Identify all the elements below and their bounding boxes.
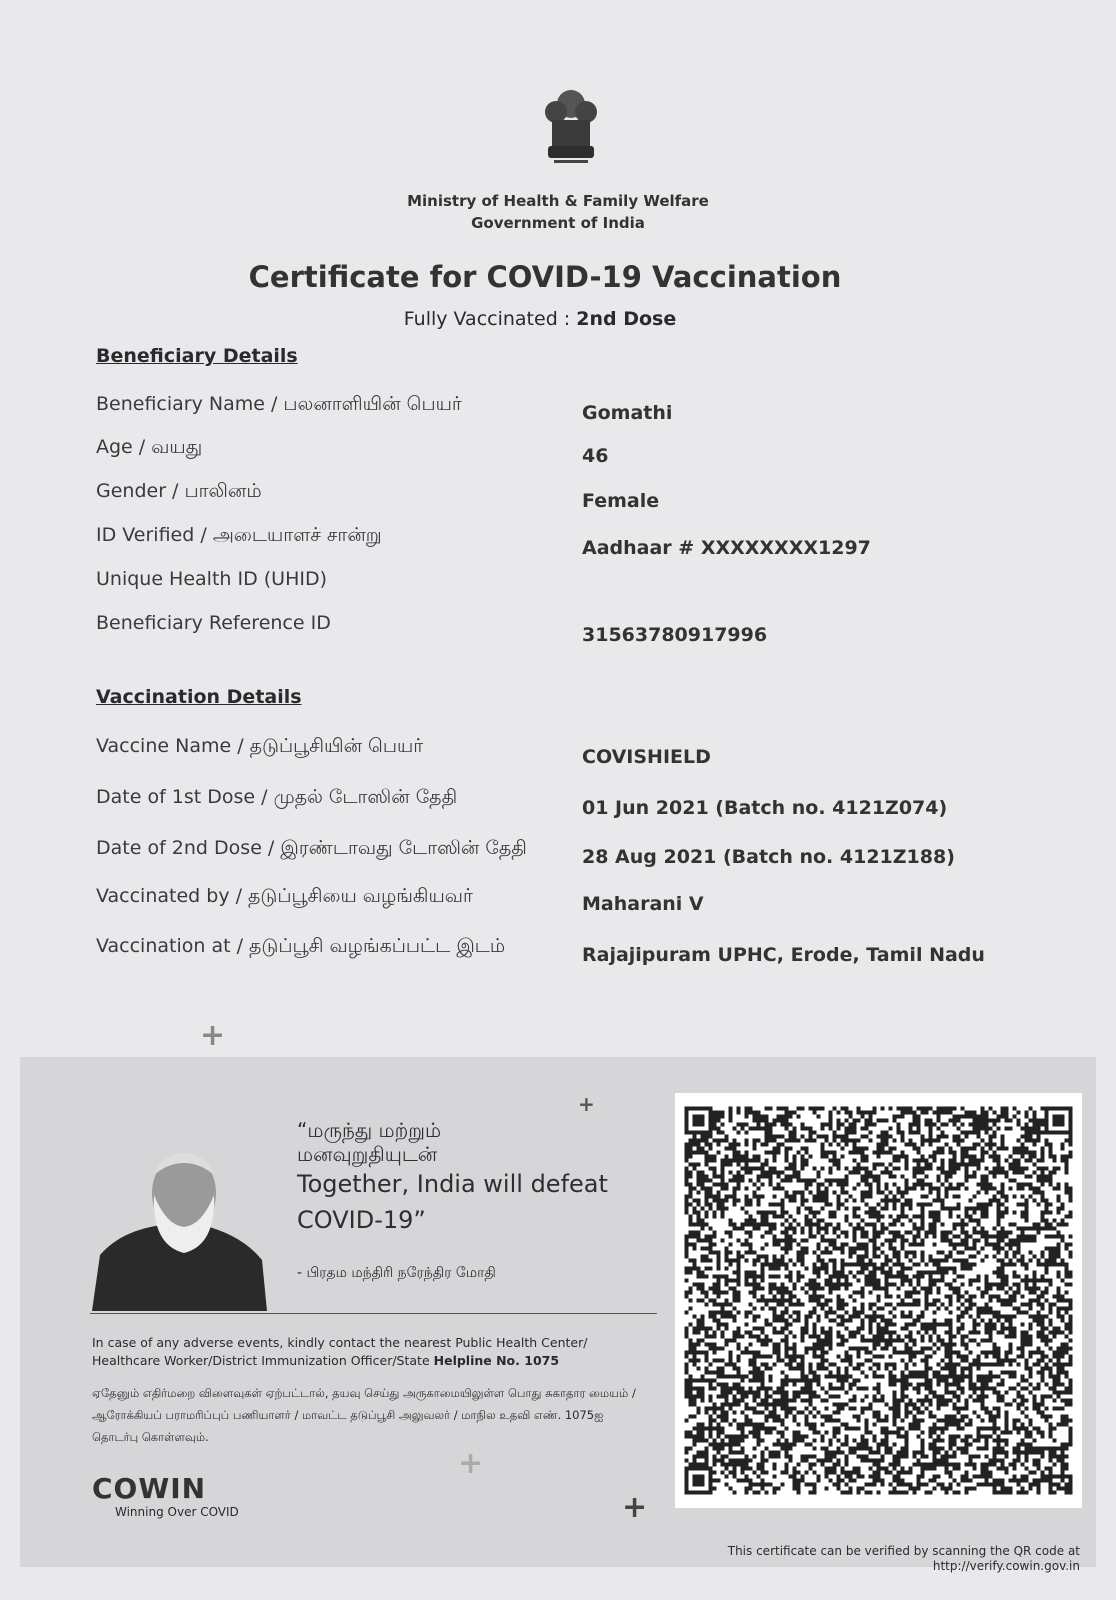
status-prefix: Fully Vaccinated : (403, 308, 577, 330)
national-emblem-icon (540, 82, 602, 182)
certificate-title: Certificate for COVID-19 Vaccination (248, 260, 842, 294)
value-beneficiary-name: Gomathi (582, 402, 673, 424)
vaccination-status (0, 308, 1080, 330)
plus-decoration-icon: + (578, 1092, 595, 1116)
plus-decoration-icon: + (200, 1018, 226, 1053)
qr-finder-pattern (693, 1475, 705, 1487)
value-gender: Female (582, 490, 660, 512)
helpline-number: Helpline No. 1075 (433, 1353, 560, 1368)
cowin-logo: COWIN (92, 1472, 207, 1505)
qr-finder-pattern (1053, 1115, 1065, 1127)
ministry-name: Ministry of Health & Family Welfare (407, 192, 709, 210)
quote-author: - பிரதம மந்திரி நரேந்திர மோதி (297, 1265, 496, 1281)
value-dose2-date: 28 Aug 2021 (Batch no. 4121Z188) (582, 846, 955, 868)
pm-quote (297, 1118, 617, 1238)
label-dose1-date: Date of 1st Dose / முதல் டோஸின் தேதி (96, 786, 458, 808)
adverse-events-notice (92, 1334, 652, 1370)
label-gender: Gender / பாலினம் (96, 480, 262, 502)
adverse-text: In case of any adverse events, kindly contact the nearest Public Health Center/ Healthcare Worker/District Immunization Officer/State (92, 1335, 588, 1368)
value-dose1-date: 01 Jun 2021 (Batch no. 4121Z074) (582, 797, 948, 819)
qr-modules (685, 1107, 1073, 1495)
value-vaccine-name: COVISHIELD (582, 746, 711, 768)
label-vaccinated-by: Vaccinated by / தடுப்பூசியை வழங்கியவர் (96, 885, 473, 907)
value-vaccination-at: Rajajipuram UPHC, Erode, Tamil Nadu (582, 944, 985, 966)
label-vaccination-at: Vaccination at / தடுப்பூசி வழங்கப்பட்ட இடம் (96, 935, 506, 957)
value-age: 46 (582, 445, 609, 467)
divider (90, 1313, 657, 1314)
verify-url: http://verify.cowin.gov.in (932, 1559, 1080, 1573)
quote-tamil: “மருந்து மற்றும் மனவுறுதியுடன் (297, 1118, 442, 1166)
status-dose: 2nd Dose (576, 308, 677, 330)
ministry-heading (0, 190, 1116, 234)
beneficiary-details-heading: Beneficiary Details (96, 345, 298, 367)
label-dose2-date: Date of 2nd Dose / இரண்டாவது டோஸின் தேதி (96, 837, 527, 859)
verify-text: This certificate can be verified by scanning the QR code at (727, 1544, 1080, 1558)
prime-minister-portrait (92, 1135, 267, 1311)
qr-finder-pattern (693, 1115, 705, 1127)
qr-code-box (675, 1093, 1082, 1508)
label-vaccine-name: Vaccine Name / தடுப்பூசியின் பெயர் (96, 735, 424, 757)
value-reference-id: 31563780917996 (582, 624, 768, 646)
vaccination-details-heading: Vaccination Details (96, 686, 302, 708)
label-age: Age / வயது (96, 436, 203, 458)
government-name: Government of India (471, 214, 645, 232)
plus-decoration-icon: + (458, 1446, 484, 1481)
cowin-tagline: Winning Over COVID (115, 1505, 239, 1519)
quote-english: Together, India will defeat COVID-19” (297, 1170, 608, 1234)
label-reference-id: Beneficiary Reference ID (96, 612, 331, 634)
verification-note (660, 1544, 1080, 1574)
label-beneficiary-name: Beneficiary Name / பலனாளியின் பெயர் (96, 393, 462, 415)
plus-decoration-icon: + (622, 1490, 648, 1525)
value-id-verified: Aadhaar # XXXXXXXX1297 (582, 537, 871, 559)
adverse-events-notice-tamil: ஏதேனும் எதிர்மறை விளைவுகள் ஏற்பட்டால், தயவு செய்து அருகாமையிலுள்ள பொது சுகாதார மையம் / ஆரோக்கியப் பராமரிப்புப் பணியாளர் / மாவட்ட தடுப்பூசி அலுவலர் / மாநில உதவி எண். 1075ஐ தொடர்பு கொள்ளவும். (92, 1386, 636, 1444)
qr-code (675, 1093, 1082, 1508)
label-id-verified: ID Verified / அடையாளச் சான்று (96, 524, 382, 546)
value-vaccinated-by: Maharani V (582, 893, 704, 915)
label-uhid: Unique Health ID (UHID) (96, 568, 328, 590)
